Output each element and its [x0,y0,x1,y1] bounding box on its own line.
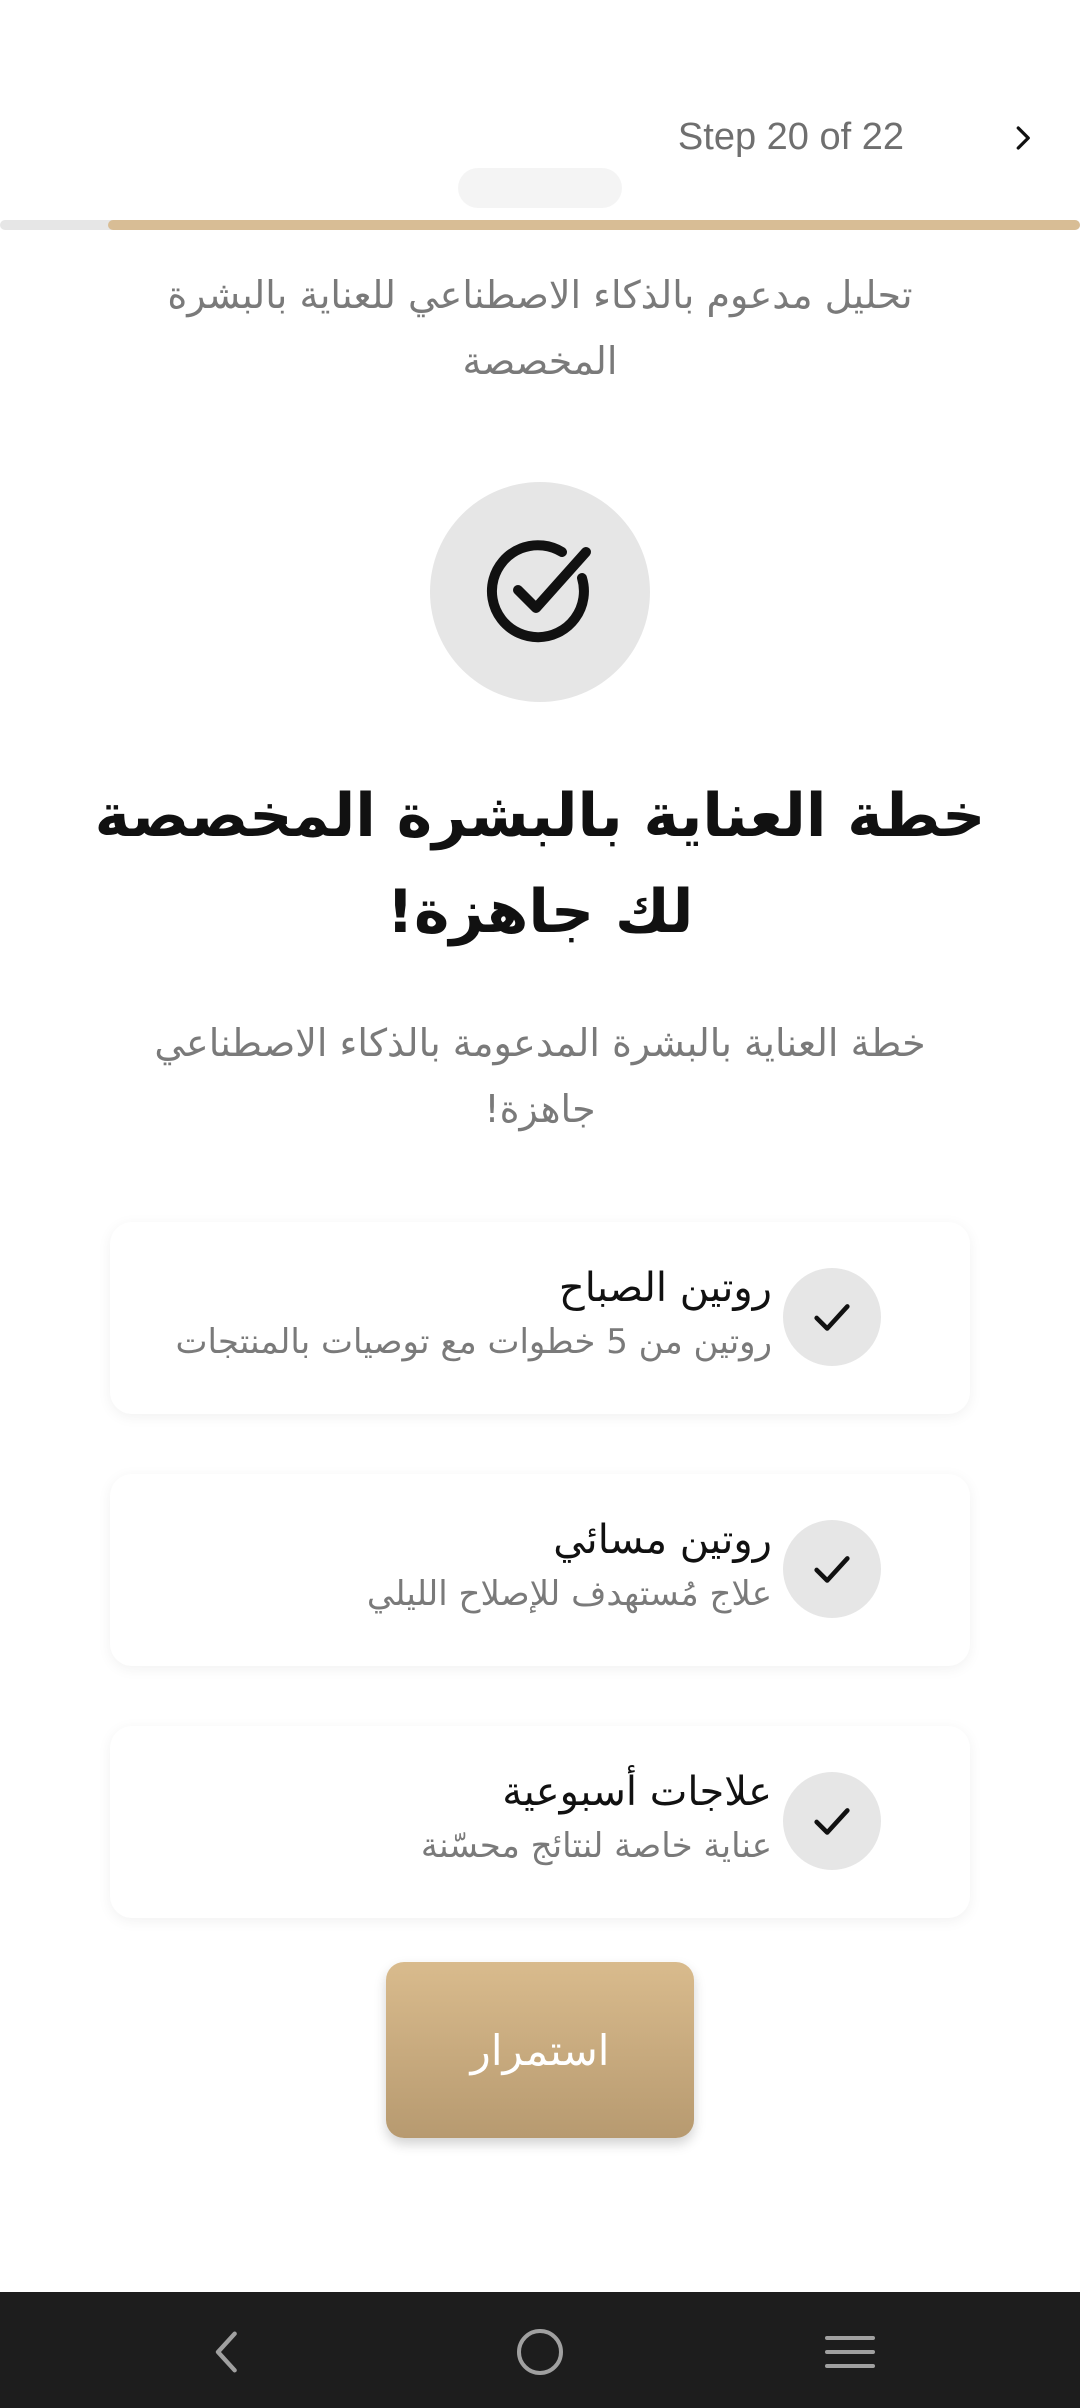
page-description: خطة العناية بالبشرة المدعومة بالذكاء الاصطناعي جاهزة! [154,1021,926,1131]
page-title: خطة العناية بالبشرة المخصصة لك جاهزة! [94,781,986,947]
card-check-badge [783,1268,881,1366]
card-check-badge [783,1520,881,1618]
back-icon [208,2327,248,2377]
step-indicator: Step 20 of 22 [677,116,904,158]
brand-logo [458,168,622,208]
nav-recents-button[interactable] [818,2320,882,2384]
card-check-badge [783,1772,881,1870]
progress-bar [0,220,1080,230]
chevron-right-icon [1007,123,1037,153]
plan-card-morning [110,1222,970,1414]
success-badge [430,482,650,702]
page-subtitle: تحليل مدعوم بالذكاء الاصطناعي للعناية بالبشرة المخصصة [167,273,913,383]
continue-button[interactable]: استمرار [386,1962,694,2138]
check-icon [809,1294,855,1340]
check-icon [809,1798,855,1844]
nav-back-button[interactable] [196,2320,260,2384]
progress-fill [108,220,1080,230]
next-step-button[interactable] [994,110,1050,166]
recents-icon [823,2330,877,2374]
card-title: روتين مسائي [553,1517,772,1563]
plan-card-weekly [110,1726,970,1918]
top-header [0,0,1080,225]
check-icon [809,1546,855,1592]
check-circle-icon [478,530,602,654]
card-subtitle: عناية خاصة لنتائج محسّنة [420,1826,772,1866]
home-icon [514,2326,566,2378]
card-title: روتين الصباح [558,1265,772,1311]
system-navigation-bar [0,2292,1080,2408]
card-subtitle: روتين من 5 خطوات مع توصيات بالمنتجات [175,1322,772,1362]
nav-home-button[interactable] [508,2320,572,2384]
card-subtitle: علاج مُستهدف للإصلاح الليلي [366,1574,772,1614]
plan-card-evening [110,1474,970,1666]
card-title: علاجات أسبوعية [502,1769,772,1815]
